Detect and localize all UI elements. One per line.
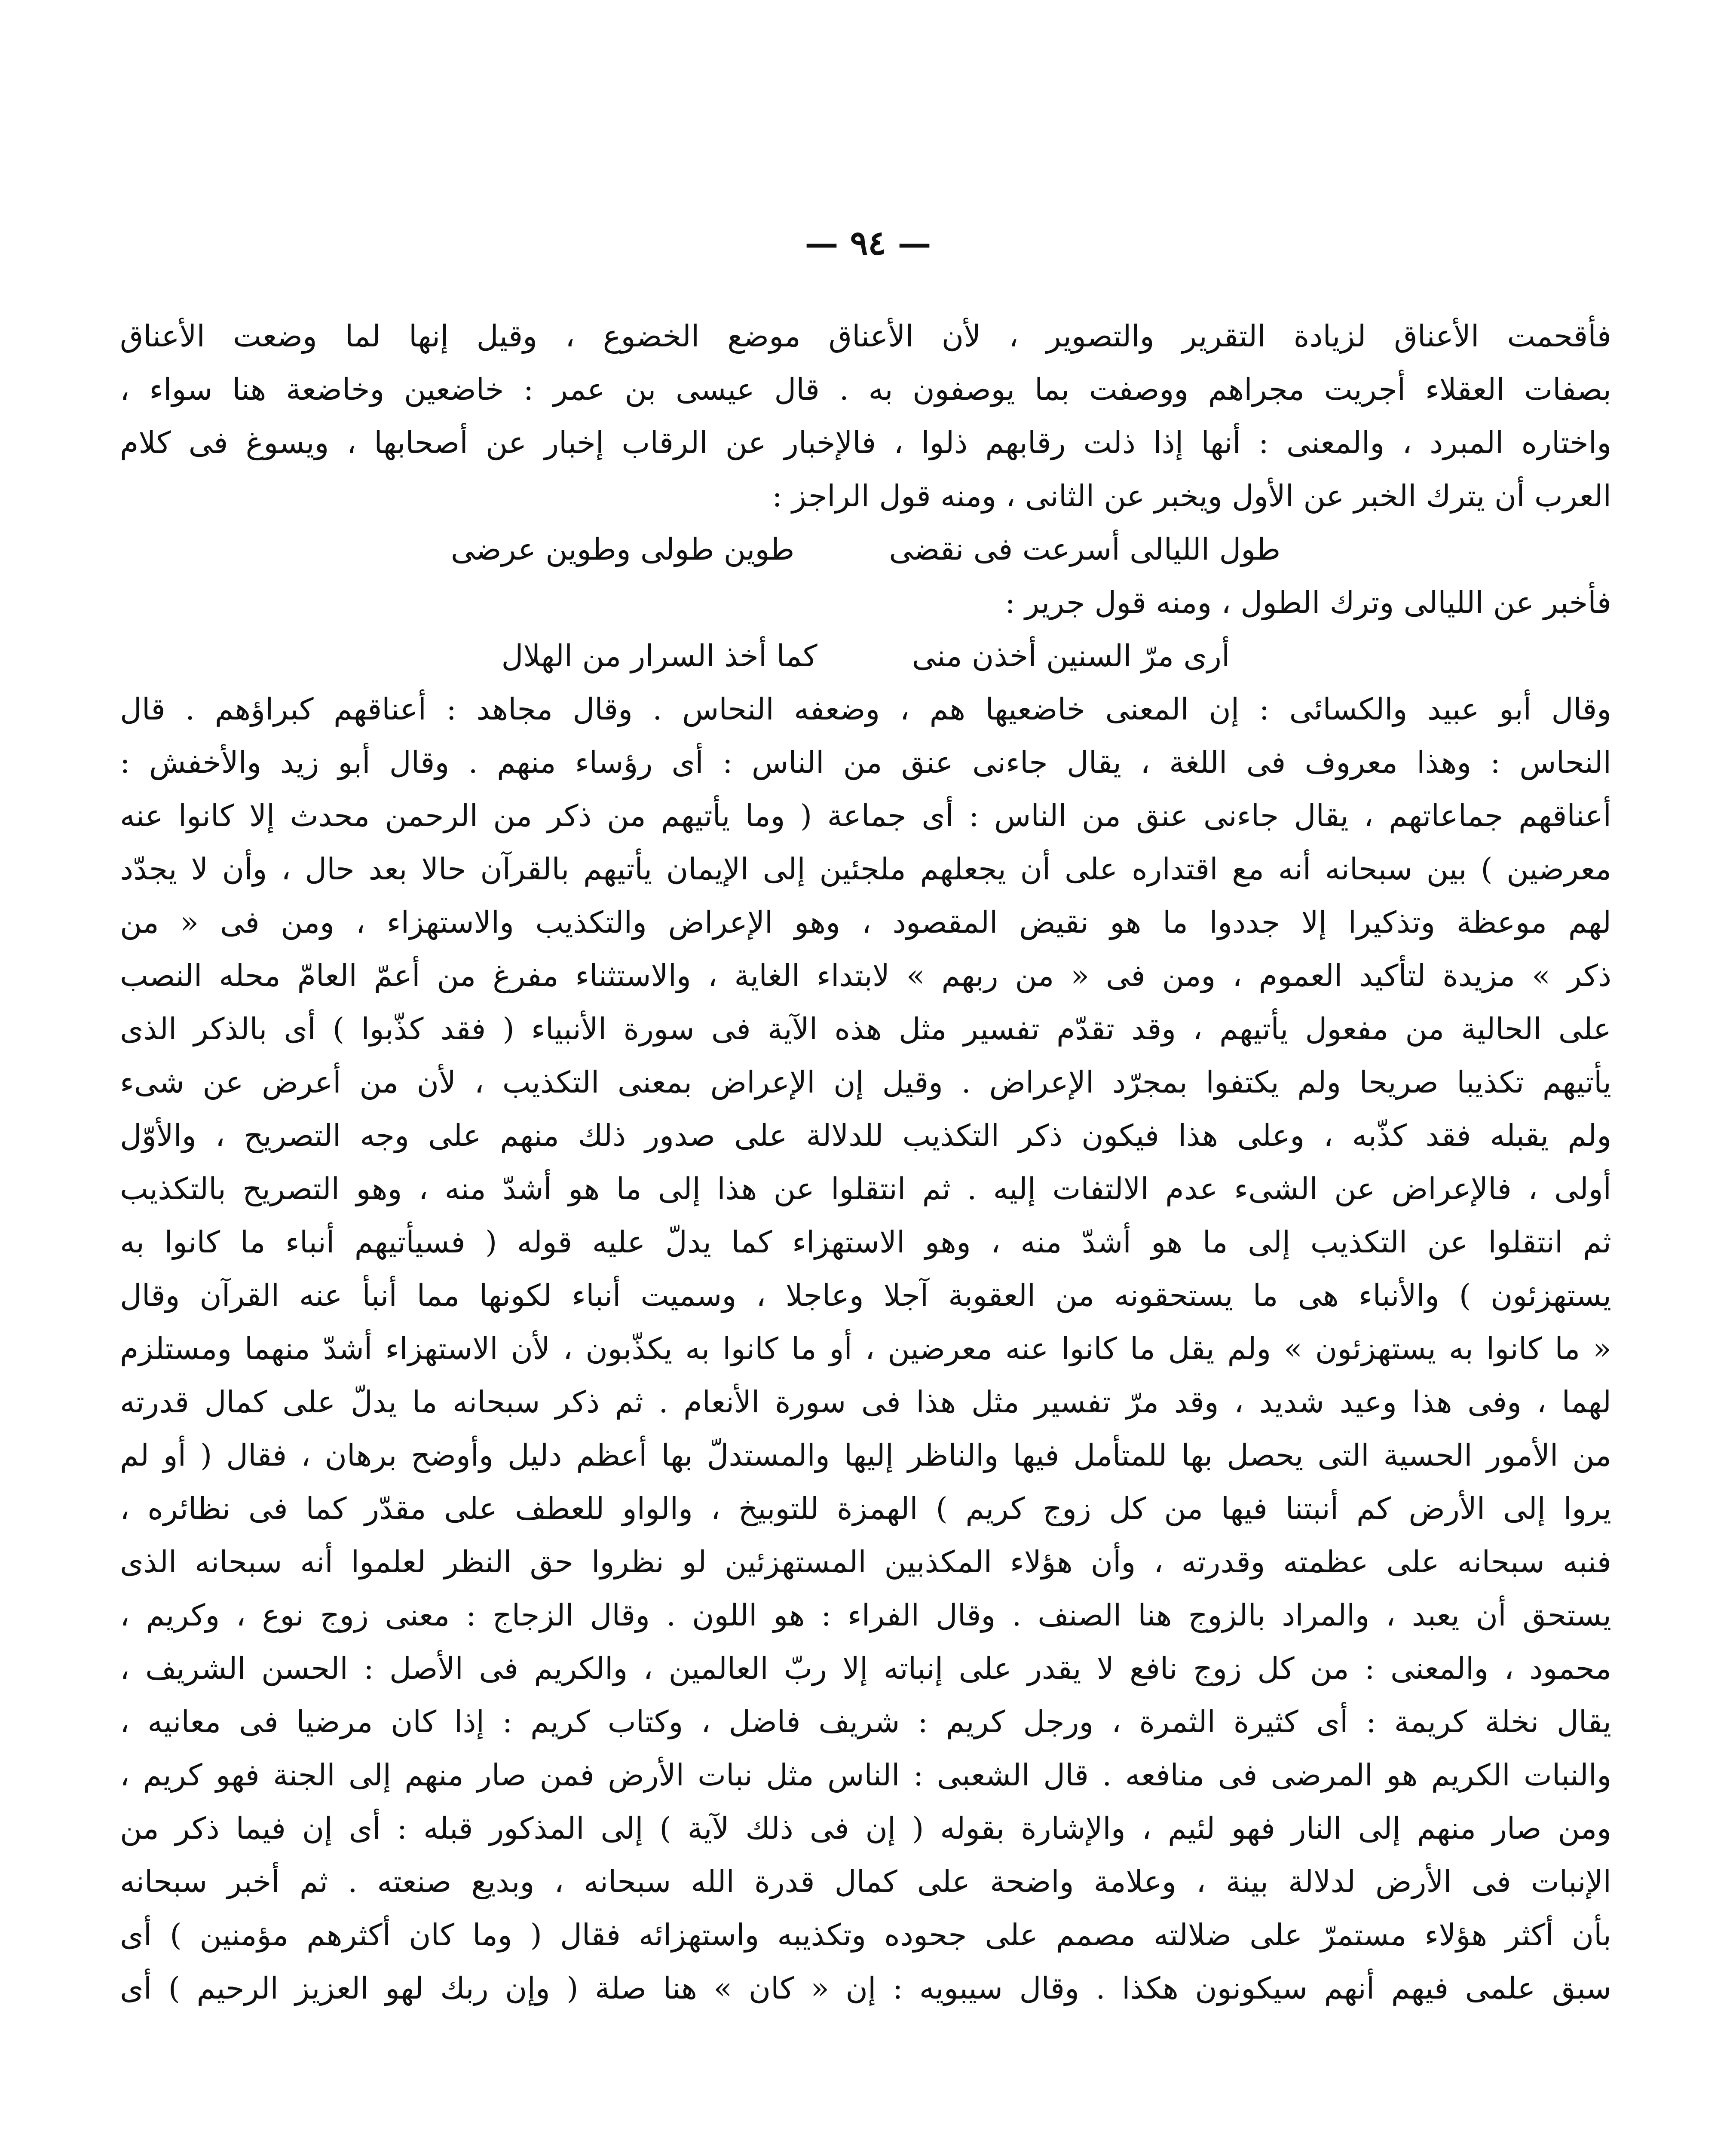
text-line: بصفات العقلاء أجريت مجراهم ووصفت بما يوصفون به . قال عيسى بن عمر : خاضعين وخاضعة هنا سواء ، [120,372,1611,407]
text-line: من الأمور الحسية التى يحصل بها للمتأمل فيها والناظر إليها والمستدلّ بها أعظم دليل وأوضح برهان ، فقال ( أو لم [120,1438,1611,1473]
text-line: العرب أن يترك الخبر عن الأول ويخبر عن الثانى ، ومنه قول الراجز : [772,478,1611,514]
text-line: ذكر » مزيدة لتأكيد العموم ، ومن فى « من ربهم » لابتداء الغاية ، والاستثناء مفرغ من أعمّ العامّ محله النصب [120,958,1611,993]
poetry-verse-jarir [120,629,1611,683]
text-line: واختاره المبرد ، والمعنى : أنها إذا ذلت رقابهم ذلوا ، فالإخبار عن الرقاب إخبار عن أصحابها ، ويسوغ فى كلام [120,425,1611,460]
text-line: ولم يقبله فقد كذّبه ، وعلى هذا فيكون ذكر التكذيب للدلالة على صدور ذلك منهم على وجه التصريح ، والأوّل [120,1118,1611,1153]
text-line: فأخبر عن الليالى وترك الطول ، ومنه قول جرير : [1005,585,1611,620]
text-line: الإنبات فى الأرض لدلالة بينة ، وعلامة واضحة على كمال قدرة الله سبحانه ، وبديع صنعته . ثم أخبر سبحانه [120,1864,1611,1899]
text-line: محمود ، والمعنى : من كل زوج نافع لا يقدر على إنباته إلا ربّ العالمين ، والكريم فى الأصل : الحسن الشريف ، [120,1651,1611,1686]
verse-first-hemistich: أرى مرّ السنين أخذن منى [912,638,1230,673]
verse-first-hemistich: طول الليالى أسرعت فى نقضى [889,532,1281,567]
text-line: ثم انتقلوا عن التكذيب إلى ما هو أشدّ منه ، وهو الاستهزاء كما يدلّ عليه قوله ( فسيأتيهم أنباء ما كانوا به [120,1225,1611,1260]
text-line: سبق علمى فيهم أنهم سيكونون هكذا . وقال سيبويه : إن « كان » هنا صلة ( وإن ربك لهو العزيز الرحيم ) أى [120,1971,1611,2006]
text-line: يقال نخلة كريمة : أى كثيرة الثمرة ، ورجل كريم : شريف فاضل ، وكتاب كريم : إذا كان مرضيا فى معانيه ، [120,1704,1611,1739]
text-line: بأن أكثر هؤلاء مستمرّ على ضلالته مصمم على جحوده وتكذيبه واستهزائه فقال ( وما كان أكثرهم مؤمنين ) أى [120,1917,1611,1953]
text-line: لهم موعظة وتذكيرا إلا جددوا ما هو نقيض المقصود ، وهو الإعراض والتكذيب والاستهزاء ، ومن فى « من [120,905,1611,940]
page-number: — ٩٤ — [805,223,931,263]
text-line: يروا إلى الأرض كم أنبتنا فيها من كل زوج كريم ) الهمزة للتوبيخ ، والواو للعطف على مقدّر كما فى نظائره ، [120,1491,1611,1526]
text-line: لهما ، وفى هذا وعيد شديد ، وقد مرّ تفسير مثل هذا فى سورة الأنعام . ثم ذكر سبحانه ما يدلّ على كمال قدرته [120,1384,1611,1420]
text-line: يأتيهم تكذيبا صريحا ولم يكتفوا بمجرّد الإعراض . وقيل إن الإعراض بمعنى التكذيب ، لأن من أعرض عن شىء [120,1065,1611,1100]
verse-second-hemistich: كما أخذ السرار من الهلال [501,638,817,673]
text-line: النحاس : وهذا معروف فى اللغة ، يقال جاءنى عنق من الناس : أى رؤساء منهم . وقال أبو زيد والأخفش : [120,745,1611,780]
verse-second-hemistich: طوين طولى وطوين عرضى [450,532,795,567]
text-line: على الحالية من مفعول يأتيهم ، وقد تقدّم تفسير مثل هذه الآية فى سورة الأنبياء ( فقد كذّبوا ) أى بالذكر الذى [120,1011,1611,1047]
poetry-verse-rajaz [120,523,1611,576]
text-line: يستحق أن يعبد ، والمراد بالزوج هنا الصنف . وقال الفراء : هو اللون . وقال الزجاج : معنى زوج نوع ، وكريم ، [120,1598,1611,1633]
text-line: فنبه سبحانه على عظمته وقدرته ، وأن هؤلاء المكذبين المستهزئين لو نظروا حق النظر لعلموا أنه سبحانه الذى [120,1544,1611,1580]
body-text [120,309,1611,2015]
text-line: ومن صار منهم إلى النار فهو لئيم ، والإشارة بقوله ( إن فى ذلك لآية ) إلى المذكور قبله : أى إن فيما ذكر من [120,1811,1611,1846]
text-line: والنبات الكريم هو المرضى فى منافعه . قال الشعبى : الناس مثل نبات الأرض فمن صار منهم إلى الجنة فهو كريم ، [120,1757,1611,1793]
text-line: يستهزئون ) والأنباء هى ما يستحقونه من العقوبة آجلا وعاجلا ، وسميت أنباء لكونها مما أنبأ عنه القرآن وقال [120,1278,1611,1313]
text-line: معرضين ) بين سبحانه أنه مع اقتداره على أن يجعلهم ملجئين إلى الإيمان يأتيهم بالقرآن حالا بعد حال ، وأن لا يجدّد [120,851,1611,887]
text-line: أولى ، فالإعراض عن الشىء عدم الالتفات إليه . ثم انتقلوا عن هذا إلى ما هو أشدّ منه ، وهو التصريح بالتكذيب [120,1171,1611,1206]
text-line: أعناقهم جماعاتهم ، يقال جاءنى عنق من الناس : أى جماعة ( وما يأتيهم من ذكر من الرحمن محدث إلا كانوا عنه [120,798,1611,833]
text-line: فأقحمت الأعناق لزيادة التقرير والتصوير ، لأن الأعناق موضع الخضوع ، وقيل إنها لما وضعت الأعناق [120,318,1611,354]
text-line: « ما كانوا به يستهزئون » ولم يقل ما كانوا عنه معرضين ، أو ما كانوا به يكذّبون ، لأن الاستهزاء أشدّ منهما ومستلزم [120,1331,1611,1366]
text-line: وقال أبو عبيد والكسائى : إن المعنى خاضعيها هم ، وضعفه النحاس . وقال مجاهد : أعناقهم كبراؤهم . قال [120,692,1611,727]
